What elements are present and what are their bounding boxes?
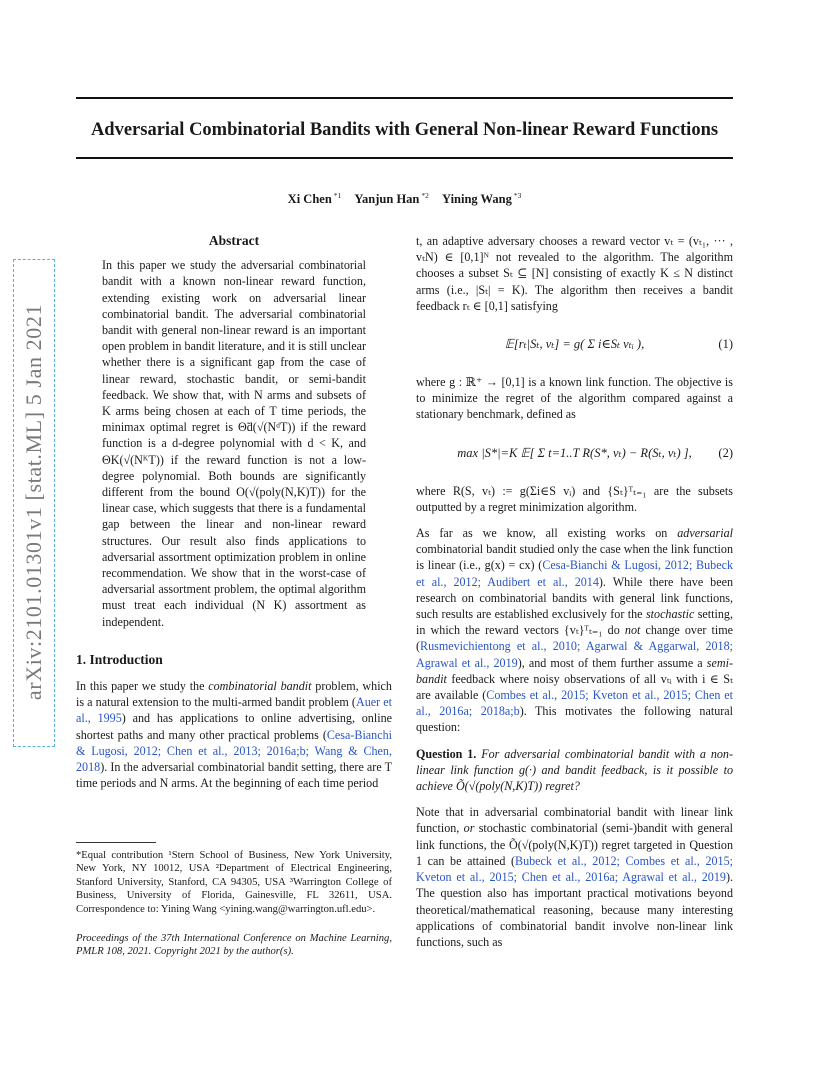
title-rule-top [76, 97, 733, 99]
abstract-body: In this paper we study the adversarial combinatorial bandit with a known non-linear reward function, extending existing work on adversarial linear combinatorial bandit. The adversarial combinatorial bandit with general non-linear reward is an important open problem in bandit literature, and it is still unclear whether there is a significant gap from the case of linear reward, stochastic bandit, or semi-bandit feedback. We show that, with N arms and subsets of K arms being chosen at each of T time periods, the minimax optimal regret is Θ̃d(√(NᵈT)) if the reward function is a d-degree polynomial with d < K, and ΘK(√(NᴷT)) if the reward function is not a low-degree polynomial. Both bounds are significantly different from the bound O(√(poly(N,K)T)) for the linear case, which suggests that there is a fundamental gap between the linear and non-linear reward structures. Our result also finds applications to adversarial assortment optimization problem in online recommendation. We show that in the worst-case of adversarial assortment problem, the optimal algorithm must treat each individual (N K) assortment as independent. [102, 258, 366, 629]
footnotes [76, 842, 392, 959]
contribution-footnote: *Equal contribution ¹Stern School of Business, New York University, New York, NY 10012, USA ²Department of Electrical Engineering, Stanford University, Stanford, CA 94305, USA ³Warrington College of Business, University of Florida, Gainesville, FL 32611, USA. Correspondence to: Yining Wang <yining.wang@warrington.ufl.edu>. [76, 850, 392, 915]
citation-link[interactable]: Auer et al., 1995 [76, 695, 392, 726]
author-2: Yanjun Han $^{*2}$ [354, 191, 429, 207]
right-paragraph-4: As far as we know, all existing works on adversarial combinatorial bandit studied only the case when the link function is linear (i.e., g(x) = cx) (Cesa-Bianchi & Lugosi, 2012; Bubeck et al., 2012; Audibert et al., 2014). While there have been research on combinatorial bandits with general link functions, such results are established exclusively for the stochastic setting, in which the reward vectors {vₜ}ᵀₜ₌₁ do not change over time (Rusmevichientong et al., 2010; Agarwal & Aggarwal, 2018; Agrawal et al., 2019), and most of them further assume a semi-bandit feedback where noisy observations of all vₜᵢ with i ∈ Sₜ are available (Combes et al., 2015; Kveton et al., 2015; Chen et al., 2016a; 2018a;b). This motivates the following natural question: [416, 526, 734, 735]
equation-number-1: (1) [718, 336, 733, 351]
citation-link[interactable]: Cesa-Bianchi & Lugosi, 2012; Bubeck et al., 2012; Audibert et al., 2014 [416, 558, 733, 589]
right-paragraph-2: where g : ℝ⁺ → [0,1] is a known link function. The objective is to minimize the regret of the algorithm compared against a stationary benchmark, defined as [416, 375, 733, 422]
right-column [416, 233, 733, 960]
citation-link[interactable]: Rusmevichientong et al., 2010; Agarwal & Aggarwal, 2018; Agrawal et al., 2019 [416, 639, 733, 670]
left-column [76, 233, 392, 802]
paper-title: Adversarial Combinatorial Bandits with General Non-linear Reward Functions [90, 120, 719, 140]
abstract-heading: Abstract [208, 233, 260, 248]
equation-1: 𝔼[rₜ|Sₜ, vₜ] = g( Σ i∈Sₜ vₜᵢ ), (1) [504, 336, 733, 351]
citation-link[interactable]: Combes et al., 2015; Kveton et al., 2015; Chen et al., 2016a; 2018a;b [416, 688, 733, 719]
equation-number-2: (2) [718, 445, 733, 460]
author-list [76, 187, 733, 208]
right-paragraph-5: Note that in adversarial combinatorial bandit with linear link function, or stochastic combinatorial (semi-)bandit with general link functions, the Õ(√(poly(N,K)T)) regret targeted in Question 1 can be attained (Bubeck et al., 2012; Combes et al., 2015; Kveton et al., 2015; Chen et al., 2016a; Agrawal et al., 2019). The question also has important practical motivations beyond theoretical/mathematical reasoning, because many interesting applications of combinatorial bandit involve non-linear link functions, such as [416, 805, 733, 949]
citation-link[interactable]: Cesa-Bianchi & Lugosi, 2012; Chen et al., 2013; 2016a;b; Wang & Chen, 2018 [76, 727, 392, 775]
intro-paragraph-1: In this paper we study the combinatorial bandit problem, which is a natural extension to the multi-armed bandit problem (Auer et al., 1995) and has applications to online advertising, online shortest paths and many other practical problems (Cesa-Bianchi & Lugosi, 2012; Chen et al., 2013; 2016a;b; Wang & Chen, 2018). In the adversarial combinatorial bandit setting, there are T time periods and N arms. At the beginning of each time period [76, 679, 392, 791]
equation-2: max |S*|=K 𝔼[ Σ t=1..T R(S*, vₜ) − R(Sₜ, vₜ) ], (2) [457, 445, 733, 460]
question-1: Question 1. For adversarial combinatorial bandit with a non-linear link function g(·) and bandit feedback, is it possible to achieve Õ(√(poly(N,K)T)) regret? [416, 746, 733, 794]
author-1: Xi Chen $^{*1}$ [287, 191, 342, 207]
intro-heading: 1. Introduction [76, 651, 163, 667]
arxiv-id-text: arXiv:2101.01301v1 [stat.ML] 5 Jan 2021 [21, 303, 46, 701]
right-paragraph-1: t, an adaptive adversary chooses a reward vector vₜ = (vₜ₁, ··· , vₜN) ∈ [0,1]ᴺ not revealed to the algorithm. The algorithm chooses a subset Sₜ ⊆ [N] consisting of exactly K ≤ N distinct arms (i.e., |Sₜ| = K). The algorithm then receives a bandit feedback rₜ ∈ [0,1] satisfying [416, 234, 733, 313]
arxiv-stamp[interactable] [20, 267, 48, 737]
right-paragraph-3: where R(S, vₜ) := g(Σi∈S vᵢ) and {Sₜ}ᵀₜ₌₁ are the subsets outputted by a regret minimization algorithm. [416, 483, 733, 514]
title-rule-bottom [76, 157, 733, 159]
citation-link[interactable]: Bubeck et al., 2012; Combes et al., 2015; Kveton et al., 2015; Chen et al., 2016a; Agrawal et al., 2019 [416, 853, 733, 885]
footnote-divider [76, 842, 156, 843]
author-3: Yining Wang $^{*3}$ [442, 191, 522, 207]
proceedings-note: Proceedings of the 37th International Conference on Machine Learning, PMLR 108, 2021. Copyright 2021 by the author(s). [76, 933, 392, 958]
